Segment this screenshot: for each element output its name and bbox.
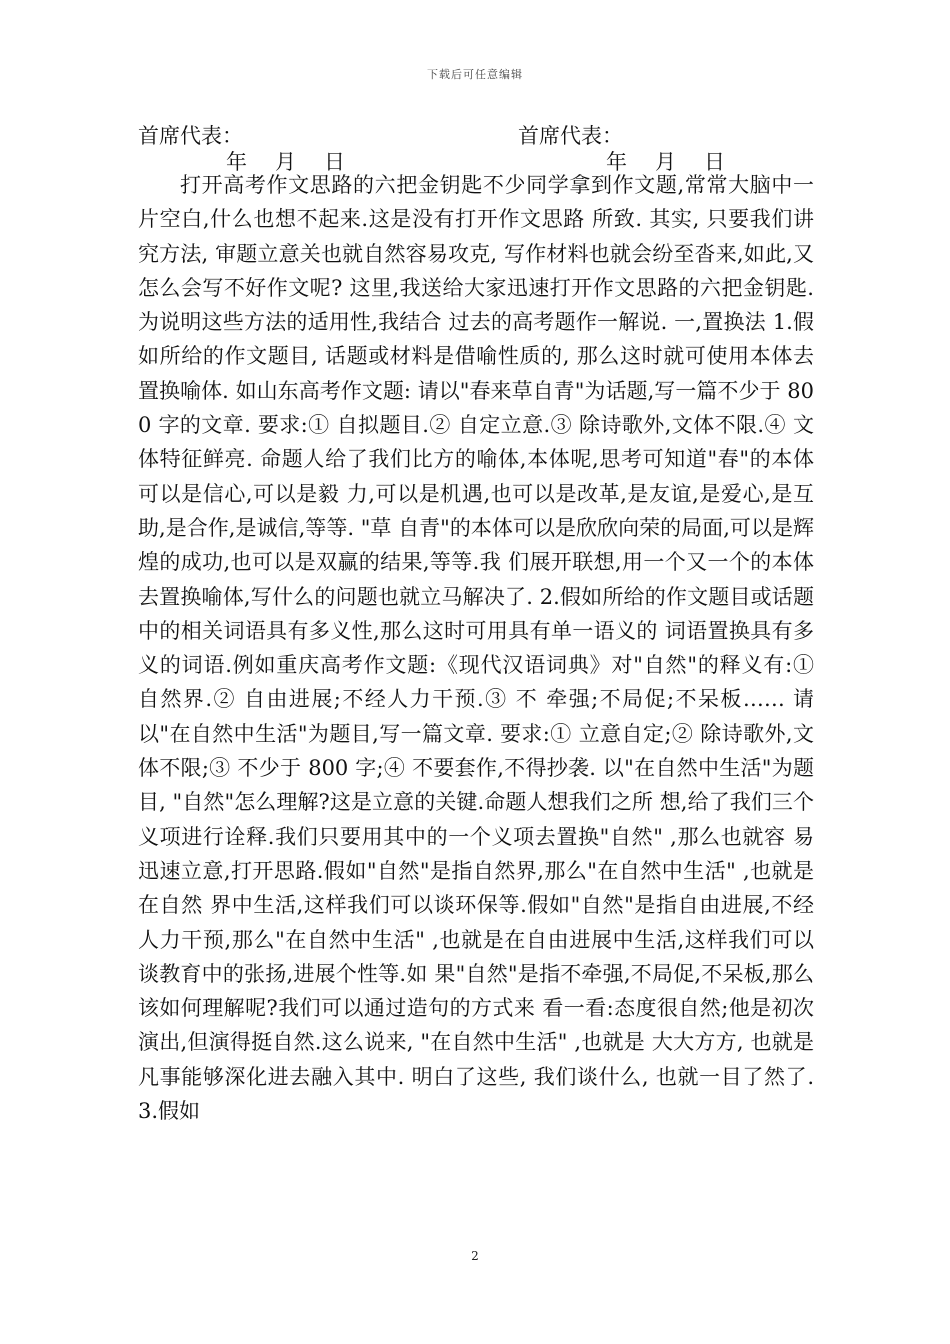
- signature-label-right: 首席代表：: [518, 124, 623, 148]
- body-paragraph: 打开高考作文思路的六把金钥匙不少同学拿到作文题,常常大脑中一片空白,什么也想不起来.这是没有打开作文思路 所致. 其实, 只要我们讲究方法, 审题立意关也就自然容易攻克, 写作材料也就会纷至沓来,如此,又怎么会写不好作文呢? 这里,我送给大家迅速打开作文思路的六把金钥匙.为说明这些方法的适用性,我结合 过去的高考题作一解说. 一,置换法 1.假如所给的作文题目, 话题或材料是借喻性质的, 那么这时就可使用本体去置换喻体. 如山东高考作文题: 请以"春来草自青"为话题,写一篇不少于 800 字的文章. 要求:① 自拟题目.② 自定立意.③ 除诗歌外,文体不限.④ 文体特征鲜亮. 命题人给了我们比方的喻体,本体呢,思考可知道"春"的本体可以是信心,可以是毅 力,可以是机遇,也可以是改革,是友谊,是爱心,是互助,是合作,是诚信,等等. "草 自青"的本体可以是欣欣向荣的局面,可以是辉煌的成功,也可以是双赢的结果,等等.我 们展开联想,用一个又一个的本体去置换喻体,写什么的问题也就立马解决了. 2.假如所给的作文题目或话题中的相关词语具有多义性,那么这时可用具有单一语义的 词语置换具有多义的词语.例如重庆高考作文题:《现代汉语词典》对"自然"的释义有:① 自然界.② 自由进展;不经人力干预.③ 不 牵强;不局促;不呆板…… 请以"在自然中生活"为题目,写一篇文章. 要求:① 立意自定;② 除诗歌外,文体不限;③ 不少于 800 字;④ 不要套作,不得抄袭. 以"在自然中生活"为题目, "自然"怎么理解?这是立意的关键.命题人想我们之所 想,给了我们三个义项进行诠释.我们只要用其中的一个义项去置换"自然" ,那么也就容 易迅速立意,打开思路.假如"自然"是指自然界,那么"在自然中生活" ,也就是在自然 界中生活,这样我们可以谈环保等.假如"自然"是指自由进展,不经人力干预,那么"在自然中生活" ,也就是在自由进展中生活,这样我们可以谈教育中的张扬,进展个性等.如 果"自然"是指不牵强,不局促,不呆板,那么该如何理解呢?我们可以通过造句的方式来 看一看:态度很自然;他是初次演出,但演得挺自然.这么说来, "在自然中生活" ,也就是 大大方方, 也就是凡事能够深化进去融入其中. 明白了这些, 我们谈什么, 也就一目了然了. 3.假如: [138, 173, 814, 1124]
- date-month: 月: [275, 150, 296, 174]
- date-year: 年: [606, 150, 627, 174]
- page-number: 2: [471, 1249, 479, 1263]
- date-day: 日: [704, 150, 725, 174]
- header-note: 下载后可任意编辑: [427, 68, 523, 81]
- signature-label-left: 首席代表：: [138, 124, 243, 148]
- date-year: 年: [226, 150, 247, 174]
- date-month: 月: [655, 150, 676, 174]
- date-day: 日: [324, 150, 345, 174]
